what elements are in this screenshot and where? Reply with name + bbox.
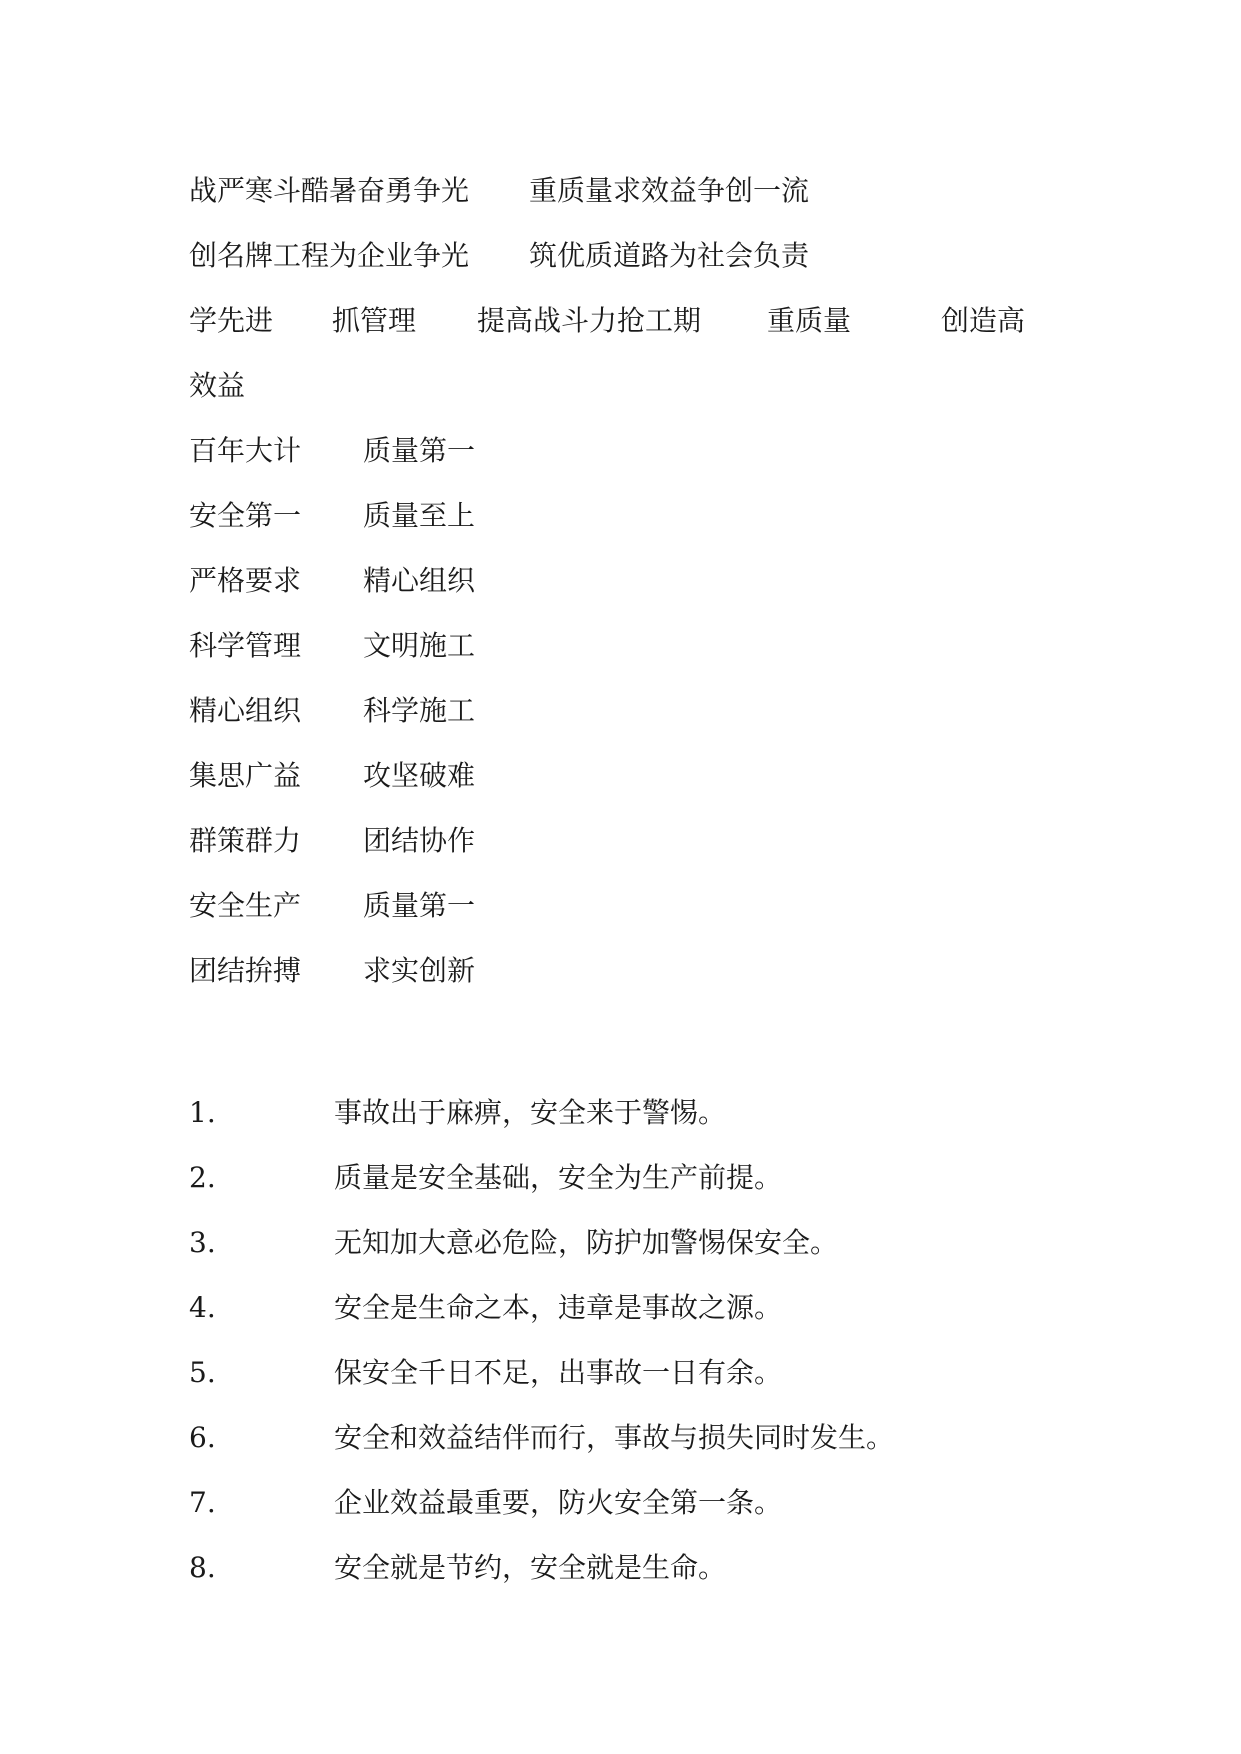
slogan-pair-right: 科学施工	[363, 694, 476, 727]
slogan-pair-right: 求实创新	[363, 954, 476, 987]
slogan-pair-right: 质量至上	[363, 499, 476, 532]
numbered-item	[189, 1535, 1059, 1600]
numbered-item	[189, 1210, 1059, 1275]
slogan-pair-left: 严格要求	[189, 564, 302, 597]
item-text: 事故出于麻痹，安全来于警惕。	[334, 1096, 727, 1129]
item-number: 3.	[189, 1226, 216, 1259]
item-number: 4.	[189, 1291, 216, 1324]
slogan-text: 筑优质道路为社会负责	[529, 239, 810, 272]
slogan-pair-right: 质量第一	[363, 889, 476, 922]
numbered-item	[189, 1080, 1059, 1145]
slogan-pair-row	[189, 483, 1059, 548]
slogan-line-1	[189, 158, 1059, 223]
slogan-line-4	[189, 353, 1059, 418]
slogan-text: 创名牌工程为企业争光	[189, 239, 470, 272]
item-text: 保安全千日不足，出事故一日有余。	[334, 1356, 783, 1389]
slogan-text: 战严寒斗酷暑奋勇争光	[189, 174, 470, 207]
slogan-pair-left: 集思广益	[189, 759, 302, 792]
slogan-pair-right: 攻坚破难	[363, 759, 476, 792]
slogan-pair-row	[189, 938, 1059, 1003]
section-gap	[189, 1003, 1059, 1080]
numbered-item	[189, 1340, 1059, 1405]
item-text: 企业效益最重要，防火安全第一条。	[334, 1486, 783, 1519]
slogan-pair-left: 精心组织	[189, 694, 302, 727]
slogan-pair-left: 科学管理	[189, 629, 302, 662]
item-text: 安全和效益结伴而行，事故与损失同时发生。	[334, 1421, 895, 1454]
item-text: 安全是生命之本，违章是事故之源。	[334, 1291, 783, 1324]
slogan-pair-right: 团结协作	[363, 824, 476, 857]
numbered-list	[189, 1080, 1059, 1600]
item-number: 1.	[189, 1096, 216, 1129]
slogan-pair-row	[189, 743, 1059, 808]
slogan-text: 效益	[189, 369, 246, 402]
item-text: 质量是安全基础，安全为生产前提。	[334, 1161, 783, 1194]
item-number: 2.	[189, 1161, 216, 1194]
slogan-pair-left: 群策群力	[189, 824, 302, 857]
slogan-text: 学先进	[189, 304, 274, 337]
slogan-text: 创造高	[941, 304, 1026, 337]
slogan-line-2	[189, 223, 1059, 288]
numbered-item	[189, 1470, 1059, 1535]
document-body	[189, 158, 1059, 1600]
slogan-pair-right: 质量第一	[363, 434, 476, 467]
slogan-pair-row	[189, 678, 1059, 743]
slogan-pair-row	[189, 418, 1059, 483]
slogan-pair-left: 安全第一	[189, 499, 302, 532]
slogan-pair-left: 百年大计	[189, 434, 302, 467]
item-number: 7.	[189, 1486, 216, 1519]
slogan-pair-right: 精心组织	[363, 564, 476, 597]
item-number: 6.	[189, 1421, 216, 1454]
slogan-pair-row	[189, 808, 1059, 873]
slogan-pair-row	[189, 548, 1059, 613]
slogan-pair-row	[189, 873, 1059, 938]
slogan-pair-left: 团结拚搏	[189, 954, 302, 987]
item-text: 无知加大意必危险，防护加警惕保安全。	[334, 1226, 839, 1259]
slogan-text: 提高战斗力抢工期	[477, 304, 702, 337]
slogan-line-3	[189, 288, 1059, 353]
numbered-item	[189, 1145, 1059, 1210]
numbered-item	[189, 1405, 1059, 1470]
slogan-pair-right: 文明施工	[363, 629, 476, 662]
slogan-pairs-list	[189, 418, 1059, 1003]
slogan-pair-row	[189, 613, 1059, 678]
slogan-pair-left: 安全生产	[189, 889, 302, 922]
item-number: 8.	[189, 1551, 216, 1584]
item-text: 安全就是节约，安全就是生命。	[334, 1551, 727, 1584]
slogan-text: 重质量求效益争创一流	[529, 174, 810, 207]
item-number: 5.	[189, 1356, 216, 1389]
slogan-text: 抓管理	[332, 304, 417, 337]
slogan-text: 重质量	[767, 304, 852, 337]
numbered-item	[189, 1275, 1059, 1340]
